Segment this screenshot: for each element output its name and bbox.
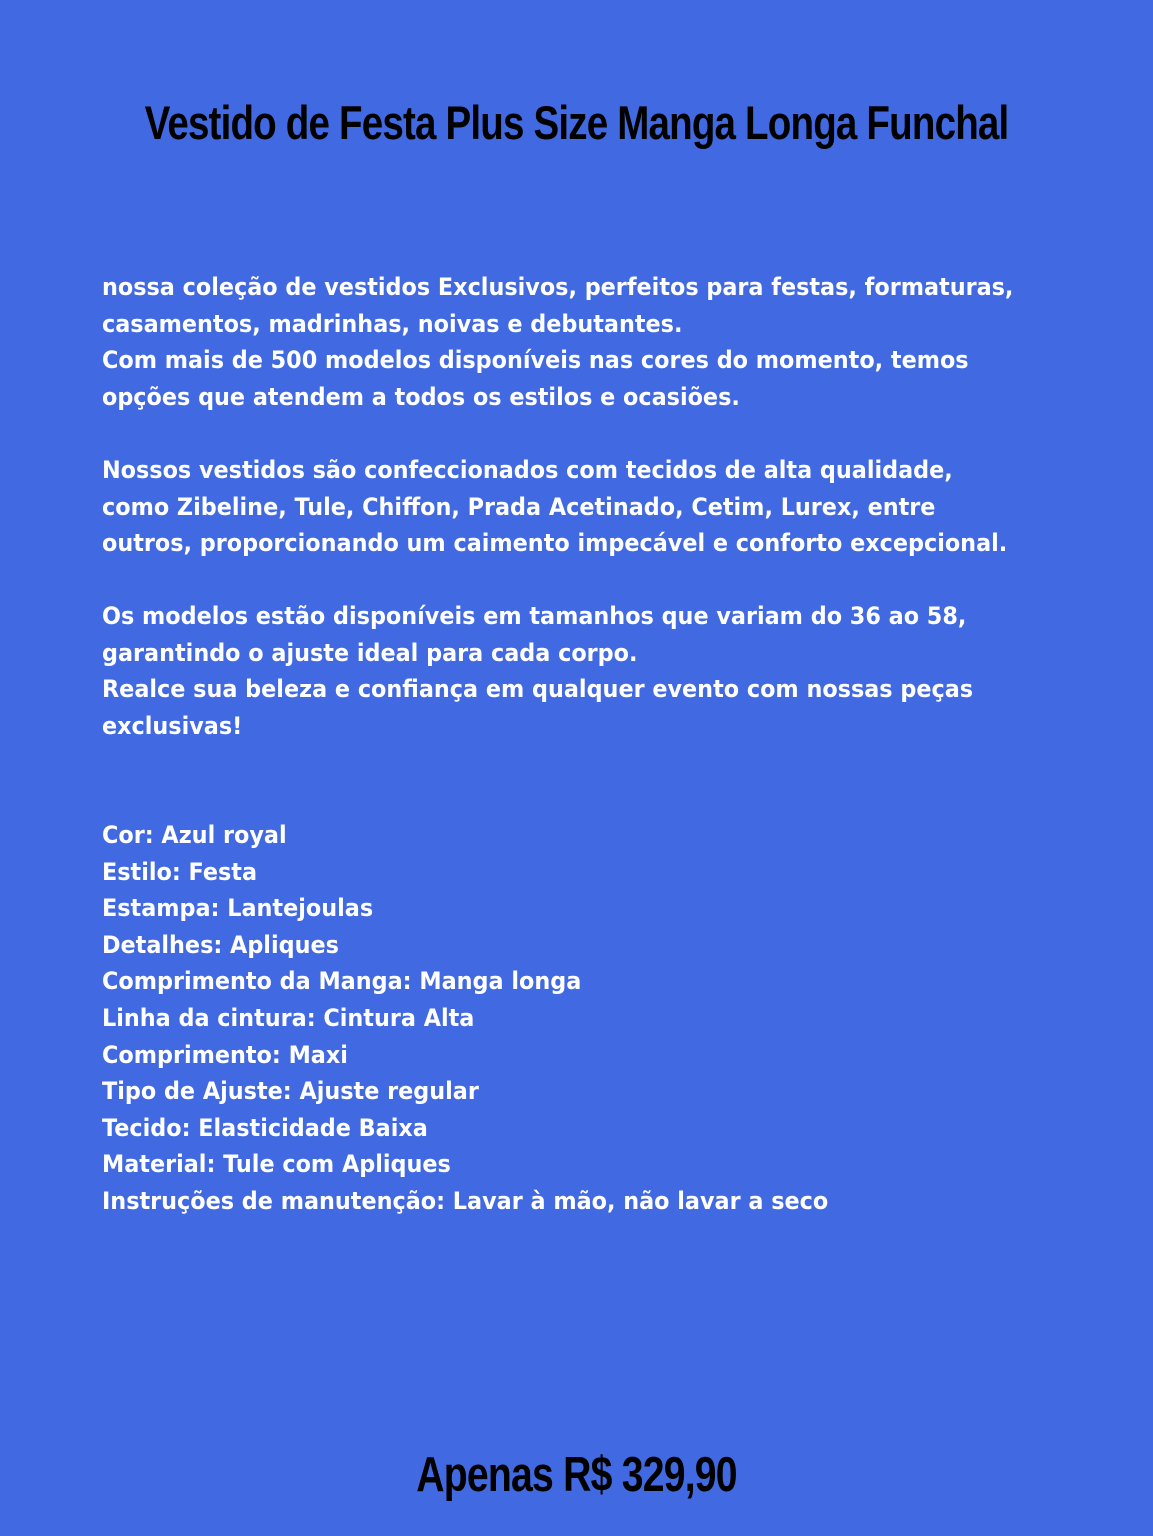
spec-fit-type: Tipo de Ajuste: Ajuste regular [102,1077,479,1106]
spec-waistline: Linha da cintura: Cintura Alta [102,1003,475,1032]
text-line: opções que atendem a todos os estilos e ocasiões. [102,382,740,411]
text-line: Com mais de 500 modelos disponíveis nas cores do momento, temos [102,346,969,375]
text-line: exclusivas! [102,711,243,740]
spec-length: Comprimento: Maxi [102,1040,348,1069]
spec-style: Estilo: Festa [102,857,258,886]
intro-paragraph [102,269,1062,415]
page-title: Vestido de Festa Plus Size Manga Longa Funchal [144,96,1009,149]
fabrics-paragraph [102,452,1062,562]
spec-details: Detalhes: Apliques [102,930,339,959]
text-line: outros, proporcionando um caimento impecável e conforto excepcional. [102,529,1008,558]
spec-print: Estampa: Lantejoulas [102,894,374,923]
spec-care-instructions: Instruções de manutenção: Lavar à mão, não lavar a seco [102,1186,829,1215]
spec-color: Cor: Azul royal [102,821,287,849]
spec-sleeve-length: Comprimento da Manga: Manga longa [102,967,582,996]
price-label: Apenas R$ 329,90 [416,1448,737,1502]
text-line: casamentos, madrinhas, noivas e debutantes. [102,309,683,338]
specs-list [102,817,1062,1220]
text-line: Nossos vestidos são confeccionados com tecidos de alta qualidade, [102,456,953,484]
sizes-paragraph [102,598,1062,744]
text-line: como Zibeline, Tule, Chiffon, Prada Acetinado, Cetim, Lurex, entre [102,492,936,521]
text-line: nossa coleção de vestidos Exclusivos, perfeitos para festas, formaturas, [102,273,1014,301]
text-line: garantindo o ajuste ideal para cada corpo. [102,638,638,667]
text-line: Realce sua beleza e confiança em qualquer evento com nossas peças [102,675,974,704]
text-line: Os modelos estão disponíveis em tamanhos que variam do 36 ao 58, [102,602,967,630]
spec-fabric: Tecido: Elasticidade Baixa [102,1113,428,1142]
spec-material: Material: Tule com Apliques [102,1150,451,1179]
